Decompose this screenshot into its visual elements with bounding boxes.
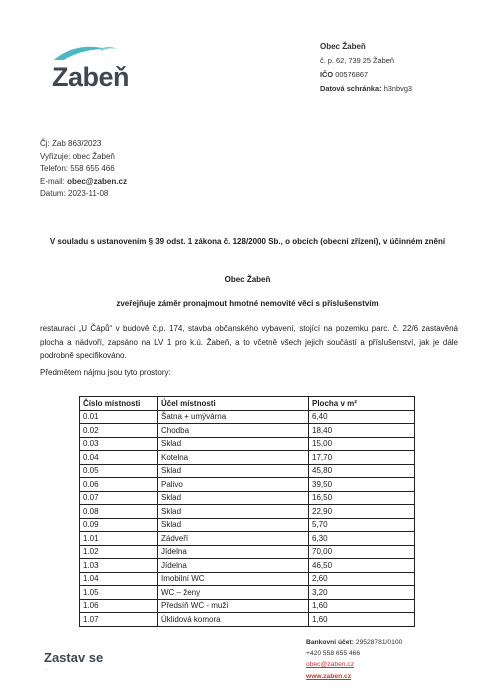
- room-number-cell: 1.07: [80, 613, 158, 627]
- ref-email: [40, 176, 127, 189]
- room-purpose-cell: Jídelna: [158, 545, 309, 559]
- room-area-cell: 2,60: [309, 572, 415, 586]
- bank-value: 29528781/0100: [355, 639, 403, 646]
- table-row: [80, 572, 415, 586]
- table-row: [80, 410, 415, 424]
- room-purpose-cell: Chodba: [158, 424, 309, 438]
- room-number-cell: 0.08: [80, 505, 158, 519]
- org-ico: [320, 68, 412, 82]
- municipality-logo: [40, 40, 130, 90]
- municipality-heading: Obec Žabeň: [224, 275, 271, 284]
- ref-email-link[interactable]: obec@zaben.cz: [67, 176, 127, 186]
- bank-label: Bankovní účet:: [306, 639, 354, 646]
- table-row: [80, 532, 415, 546]
- org-contact-block: [320, 40, 412, 96]
- room-area-cell: 6,30: [309, 532, 415, 546]
- ref-email-label: E-mail:: [40, 176, 65, 186]
- room-area-cell: 16,50: [309, 491, 415, 505]
- reference-block: [40, 138, 127, 201]
- room-purpose-cell: Sklad: [158, 491, 309, 505]
- rooms-table: [79, 396, 415, 627]
- footer-phone: +420 558 655 466: [306, 650, 361, 658]
- ref-phone: Telefon: 558 655 466: [40, 164, 115, 174]
- room-area-cell: 17,70: [309, 451, 415, 465]
- table-row: [80, 437, 415, 451]
- room-area-cell: 1,60: [309, 599, 415, 613]
- table-row: [80, 451, 415, 465]
- ico-label: IČO: [320, 70, 334, 79]
- room-purpose-cell: Sklad: [158, 437, 309, 451]
- room-number-cell: 1.06: [80, 599, 158, 613]
- databox-value: h3nbvg3: [383, 84, 413, 93]
- ref-date: Datum: 2023-11-08: [40, 189, 109, 199]
- room-area-cell: 39,50: [309, 478, 415, 492]
- room-number-cell: 0.05: [80, 464, 158, 478]
- room-purpose-cell: Zádveří: [158, 532, 309, 546]
- header-room-area: Plocha v m²: [309, 397, 415, 411]
- room-area-cell: 6,40: [309, 410, 415, 424]
- room-number-cell: 0.02: [80, 424, 158, 438]
- room-area-cell: 46,50: [309, 559, 415, 573]
- org-name: Obec Žabeň: [320, 42, 366, 51]
- footer-logo-sub: ...: [44, 666, 48, 671]
- room-number-cell: 0.06: [80, 478, 158, 492]
- room-area-cell: 22,90: [309, 505, 415, 519]
- footer-bank: [306, 637, 402, 648]
- room-purpose-cell: Kotelna: [158, 451, 309, 465]
- room-purpose-cell: Sklad: [158, 464, 309, 478]
- room-purpose-cell: Šatna + umývárna: [158, 410, 309, 424]
- rooms-lead: Předmětem nájmu jsou tyto prostory:: [40, 368, 171, 377]
- room-purpose-cell: Imobilní WC: [158, 572, 309, 586]
- room-number-cell: 0.04: [80, 451, 158, 465]
- table-row: [80, 545, 415, 559]
- header-room-purpose: Účel místnosti: [158, 397, 309, 411]
- room-number-cell: 0.09: [80, 518, 158, 532]
- room-number-cell: 1.02: [80, 545, 158, 559]
- ref-number: Čj: Zab 863/2023: [40, 139, 102, 148]
- table-row: [80, 505, 415, 519]
- table-header-row: [80, 397, 415, 411]
- org-databox: [320, 82, 412, 96]
- room-number-cell: 1.05: [80, 586, 158, 600]
- room-number-cell: 1.01: [80, 532, 158, 546]
- room-area-cell: 3,20: [309, 586, 415, 600]
- room-purpose-cell: Palivo: [158, 478, 309, 492]
- footer-logo-text: Zastav se: [44, 650, 104, 665]
- ico-value: 00576867: [335, 70, 369, 79]
- table-row: [80, 586, 415, 600]
- table-row: [80, 491, 415, 505]
- room-number-cell: 0.03: [80, 437, 158, 451]
- room-purpose-cell: Předsíň WC - muži: [158, 599, 309, 613]
- footer-web-link[interactable]: www.zaben.cz: [306, 672, 352, 680]
- table-row: [80, 478, 415, 492]
- header-room-number: Číslo místnosti: [80, 397, 158, 411]
- room-number-cell: 0.07: [80, 491, 158, 505]
- room-area-cell: 1,60: [309, 613, 415, 627]
- room-number-cell: 0.01: [80, 410, 158, 424]
- room-purpose-cell: Úklidová komora: [158, 613, 309, 627]
- room-purpose-cell: WC – ženy: [158, 586, 309, 600]
- room-purpose-cell: Jídelna: [158, 559, 309, 573]
- ref-handler: Vyřizuje: obec Žabeň: [40, 151, 115, 161]
- room-area-cell: 5,70: [309, 518, 415, 532]
- logo-text: Zabeň: [52, 62, 130, 92]
- room-purpose-cell: Sklad: [158, 518, 309, 532]
- table-row: [80, 599, 415, 613]
- legal-intro: V souladu s ustanovením § 39 odst. 1 zákona č. 128/2000 Sb., o obcích (obecní zřízení), v účinném znění: [49, 237, 446, 246]
- room-number-cell: 1.04: [80, 572, 158, 586]
- room-area-cell: 15,00: [309, 437, 415, 451]
- databox-label: Datová schránka:: [320, 84, 382, 93]
- footer-email-link[interactable]: obec@zaben.cz: [306, 661, 355, 669]
- table-row: [80, 424, 415, 438]
- table-row: [80, 464, 415, 478]
- org-address: č. p. 62, 739 25 Žabeň: [320, 56, 394, 65]
- footer-contact: [306, 637, 402, 682]
- table-row: [80, 613, 415, 627]
- table-row: [80, 518, 415, 532]
- footer-logo: [44, 650, 103, 671]
- room-area-cell: 18,40: [309, 424, 415, 438]
- property-description: restauraci „U Čápů“ v budově č.p. 174, stavba občanského vybavení, stojící na pozemku parc. č. 22/6 zastavěná plocha a nádvoří, zapsáno na LV 1 pro k.ú. Žabeň, a to včetně všech jejich součástí a příslušenství, jak je dále podrobně specifikováno.: [40, 324, 458, 360]
- room-number-cell: 1.03: [80, 559, 158, 573]
- announcement-heading: zveřejňuje záměr pronajmout hmotné nemovité věci s příslušenstvím: [116, 299, 379, 308]
- table-row: [80, 559, 415, 573]
- room-area-cell: 45,80: [309, 464, 415, 478]
- room-purpose-cell: Sklad: [158, 505, 309, 519]
- room-area-cell: 70,00: [309, 545, 415, 559]
